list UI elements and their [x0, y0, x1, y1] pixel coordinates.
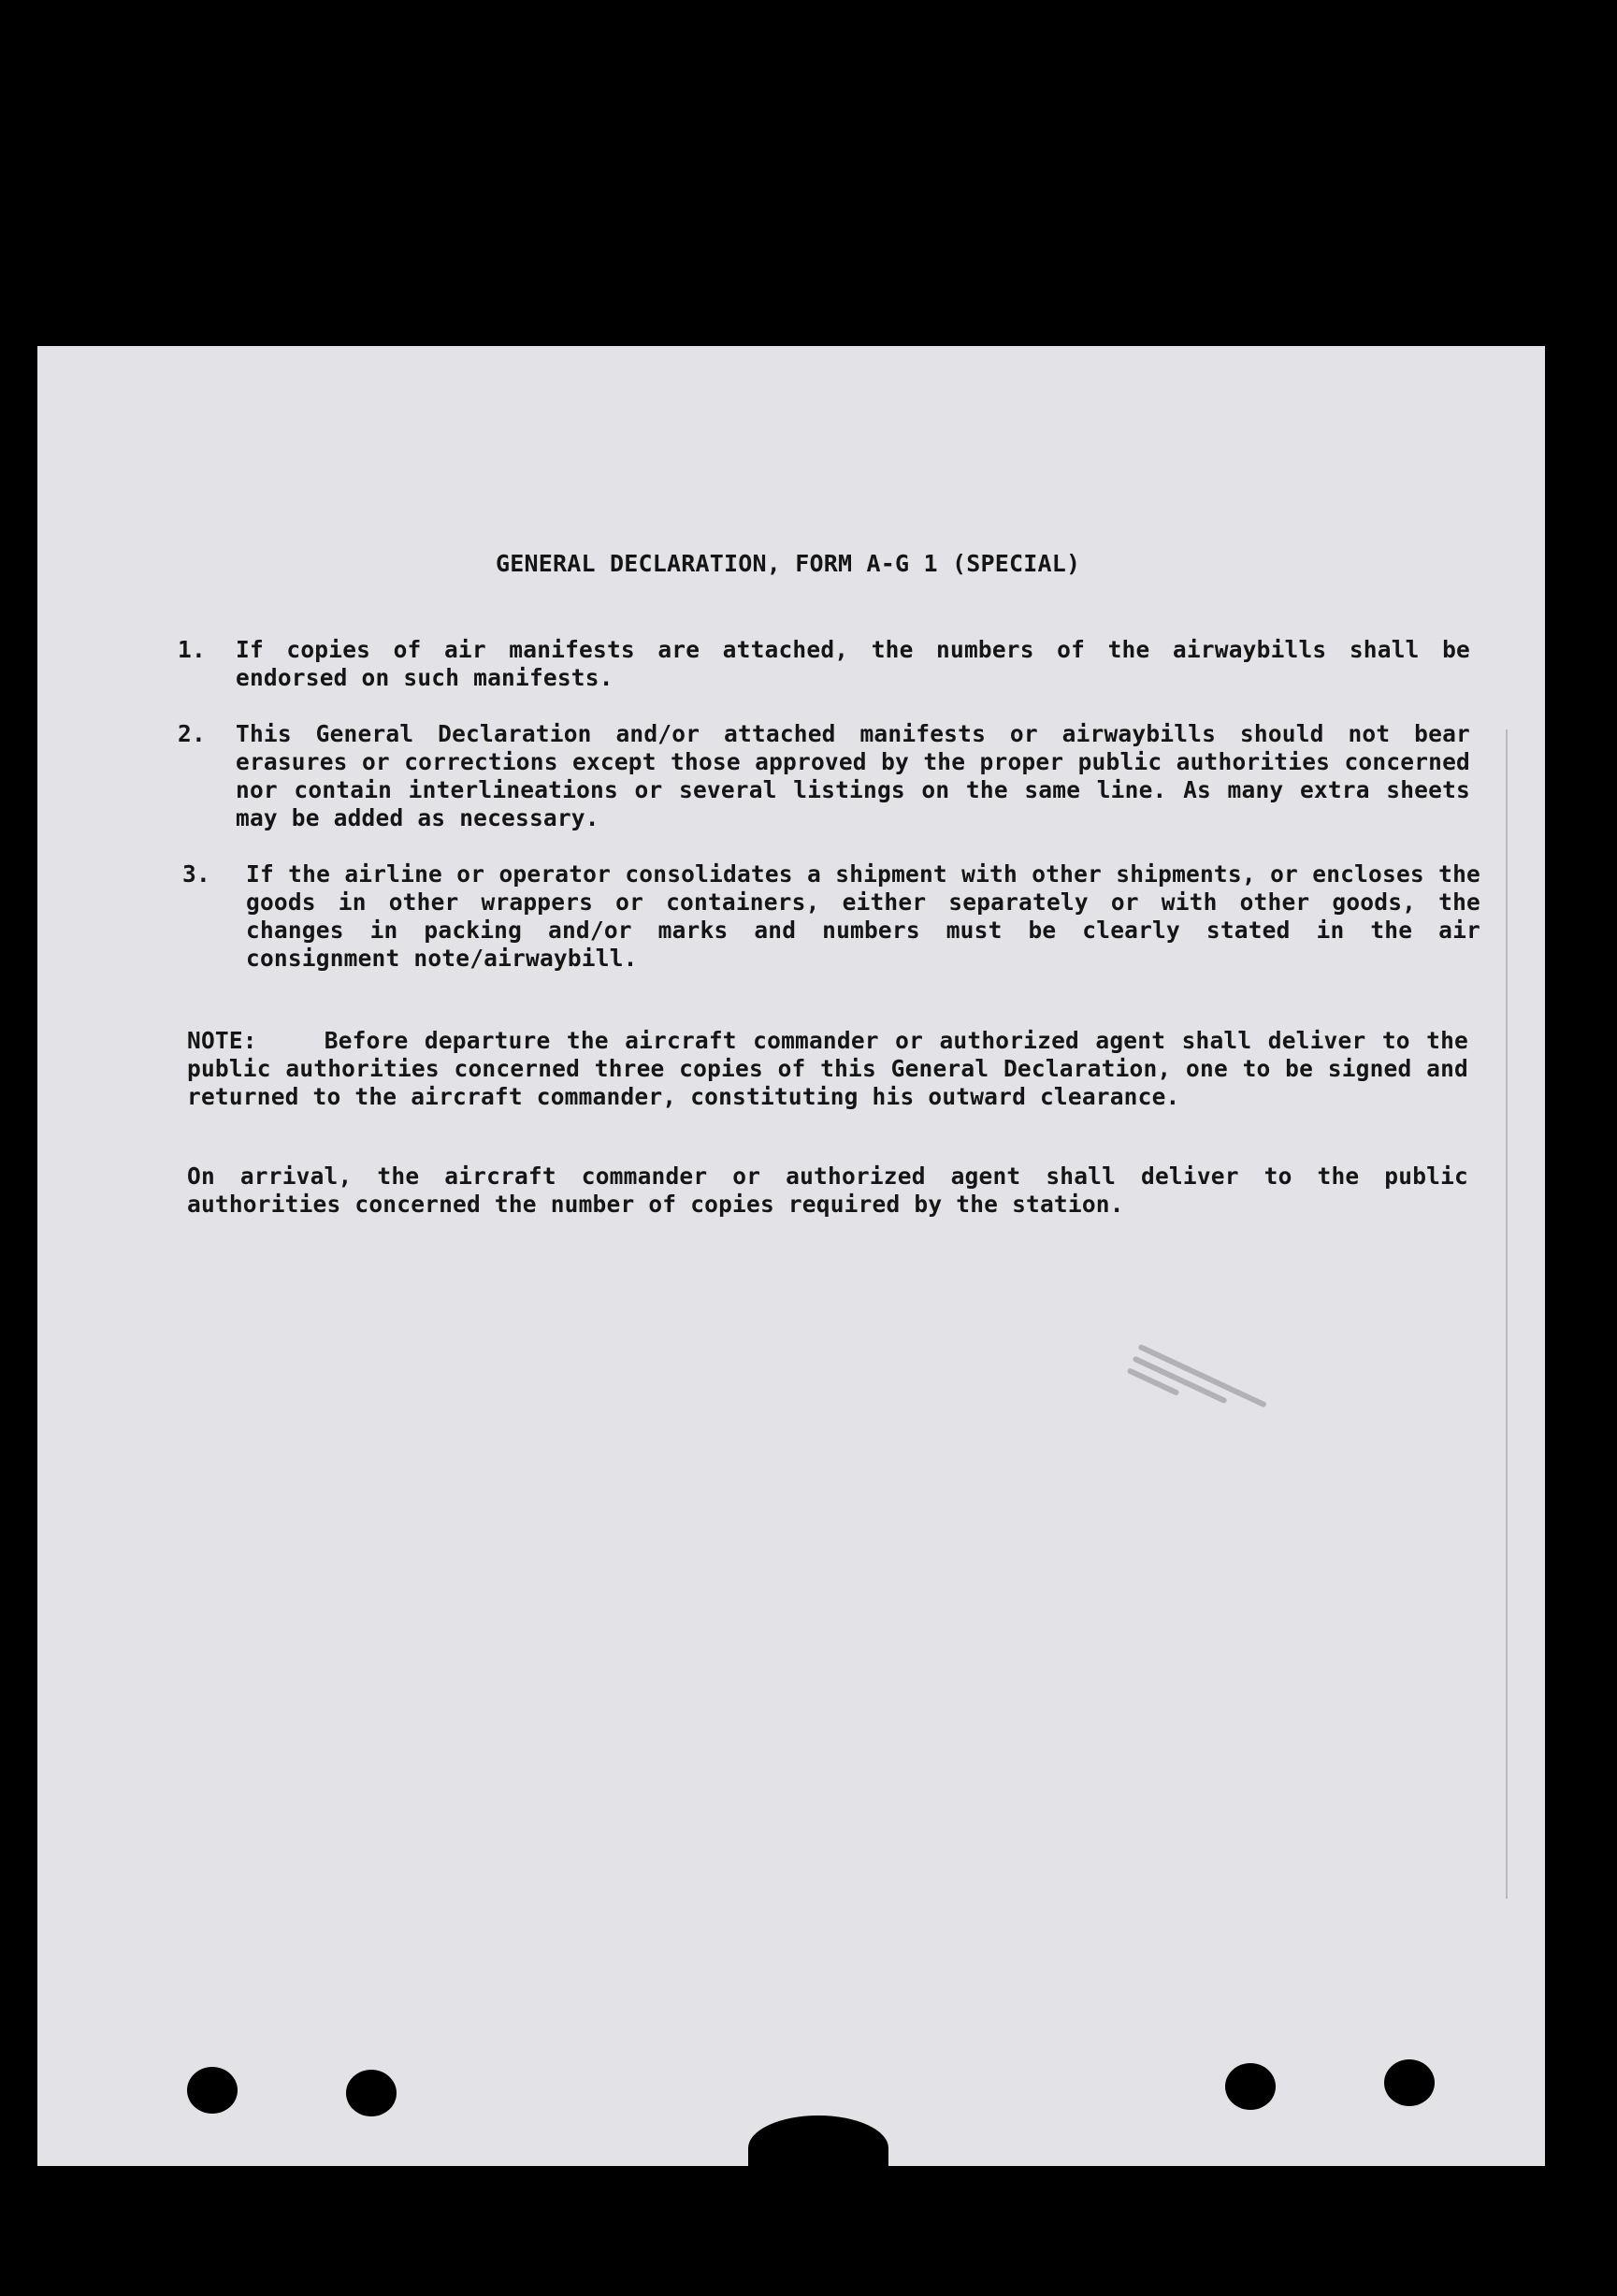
item-number: 3. — [182, 860, 210, 888]
faded-stamp-mark — [1116, 1336, 1279, 1459]
torn-notch — [748, 2115, 888, 2181]
punch-hole — [187, 2067, 238, 2114]
punch-hole — [1384, 2059, 1435, 2106]
item-text: This General Declaration and/or attached manifests or airwaybills should not bear erasures or corrections except those approved by the proper public authorities concerned nor contain interlineations or several listings on the same line. As many extra sheets may be added as necessary. — [236, 720, 1470, 831]
document-title: GENERAL DECLARATION, FORM A-G 1 (SPECIAL) — [496, 550, 1081, 577]
document-page — [37, 346, 1545, 2166]
page-fold-line — [1506, 729, 1508, 1899]
item-text: If copies of air manifests are attached, the numbers of the airwaybills shall be endorsed on such manifests. — [236, 636, 1470, 691]
note-paragraph — [187, 1027, 1468, 1111]
arrival-paragraph: On arrival, the aircraft commander or authorized agent shall deliver to the public authorities concerned the number of copies required by the station. — [187, 1162, 1468, 1218]
item-number: 2. — [178, 720, 206, 747]
note-label: NOTE: — [187, 1027, 257, 1054]
punch-hole — [346, 2070, 397, 2116]
punch-hole — [1225, 2063, 1276, 2110]
note-text: Before departure the aircraft commander or authorized agent shall deliver to the public authorities concerned three copies of this General Declaration, one to be signed and returned to the aircraft commander, constituting his outward clearance. — [187, 1027, 1468, 1110]
item-number: 1. — [178, 636, 206, 663]
item-text: If the airline or operator consolidates a shipment with other shipments, or encloses the goods in other wrappers or containers, either separately or with other goods, the changes in packing and/or marks and numbers must be clearly stated in the air consignment note/airwaybill. — [246, 860, 1480, 972]
